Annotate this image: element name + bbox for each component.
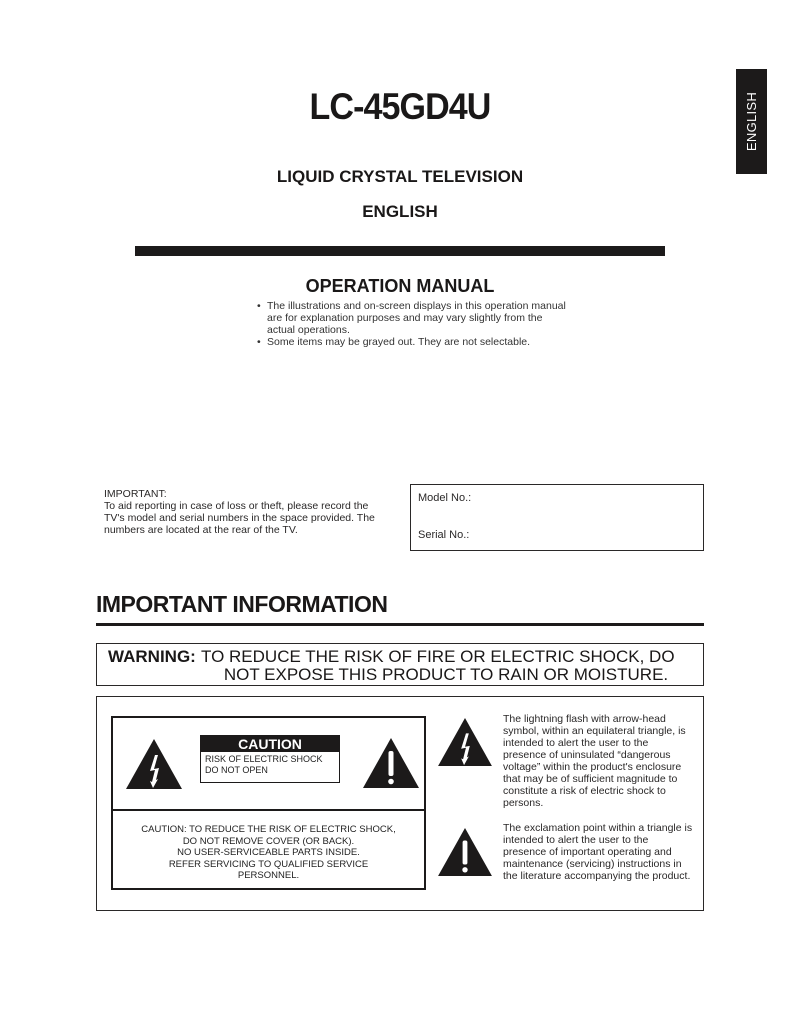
caution-statement bbox=[113, 824, 424, 882]
warning-label: WARNING: bbox=[108, 647, 196, 666]
section-title: IMPORTANT INFORMATION bbox=[96, 591, 388, 617]
caution-statement-line: CAUTION: TO REDUCE THE RISK OF ELECTRIC SHOCK, bbox=[141, 824, 396, 835]
warning-text-line2: NOT EXPOSE THIS PRODUCT TO RAIN OR MOISTURE. bbox=[223, 665, 669, 684]
caution-statement-line: DO NOT REMOVE COVER (OR BACK). bbox=[182, 835, 355, 847]
product-type: LIQUID CRYSTAL TELEVISION bbox=[276, 167, 524, 186]
model-serial-record-box bbox=[410, 484, 704, 551]
manual-note: • Some items may be grayed out. They are not selectable. bbox=[256, 336, 566, 348]
caution-frame bbox=[111, 716, 426, 890]
caution-statement-line: PERSONNEL. bbox=[237, 870, 300, 881]
manual-heading: OPERATION MANUAL bbox=[305, 276, 495, 296]
caution-label-line: DO NOT OPEN bbox=[205, 765, 268, 775]
caution-label-title: CAUTION bbox=[201, 736, 339, 752]
caution-label-line: RISK OF ELECTRIC SHOCK bbox=[205, 754, 323, 764]
lightning-symbol-description: The lightning flash with arrow-head symbol, within an equilateral triangle, is intended to alert the user to the presence of uninsulated “dangerous voltage” within the product's enclosure that may be of sufficient magnitude to constitute a risk of electric shock to persons. bbox=[503, 713, 686, 809]
cover-language: ENGLISH bbox=[362, 202, 438, 221]
lightning-symbol-icon bbox=[437, 717, 493, 767]
safety-symbols-panel bbox=[96, 696, 704, 911]
model-title: LC-45GD4U bbox=[309, 86, 491, 127]
caution-statement-line: NO USER-SERVICEABLE PARTS INSIDE. bbox=[177, 847, 360, 858]
warning-box bbox=[96, 643, 704, 686]
exclamation-warning-icon bbox=[362, 737, 420, 789]
lightning-warning-icon bbox=[125, 738, 183, 790]
title-rule-divider bbox=[135, 246, 665, 256]
caution-label bbox=[200, 735, 340, 783]
model-number-label: Model No.: bbox=[418, 492, 472, 504]
section-rule-divider bbox=[96, 623, 704, 626]
exclamation-symbol-description: The exclamation point within a triangle is intended to alert the user to the presence of important operating and maintenance (servicing) instructions in the literature accompanying the product. bbox=[503, 822, 693, 882]
exclamation-symbol-icon bbox=[437, 827, 493, 877]
important-note-text: To aid reporting in case of loss or theft, please record the TV's model and serial numbers in the space provided. The numbers are located at the rear of the TV. bbox=[104, 500, 375, 536]
manual-notes-list bbox=[256, 300, 566, 348]
manual-note: • The illustrations and on-screen displays in this operation manual are for explanation purposes and may vary slightly from the actual operations. bbox=[256, 300, 566, 336]
important-note bbox=[104, 488, 389, 536]
important-note-heading: IMPORTANT: bbox=[104, 488, 167, 500]
warning-text-line1: TO REDUCE THE RISK OF FIRE OR ELECTRIC SHOCK, DO bbox=[201, 647, 675, 666]
caution-statement-line: REFER SERVICING TO QUALIFIED SERVICE bbox=[168, 858, 369, 870]
serial-number-label: Serial No.: bbox=[418, 529, 470, 541]
language-tab-label: ENGLISH bbox=[744, 91, 760, 152]
caution-frame-top bbox=[113, 718, 424, 811]
